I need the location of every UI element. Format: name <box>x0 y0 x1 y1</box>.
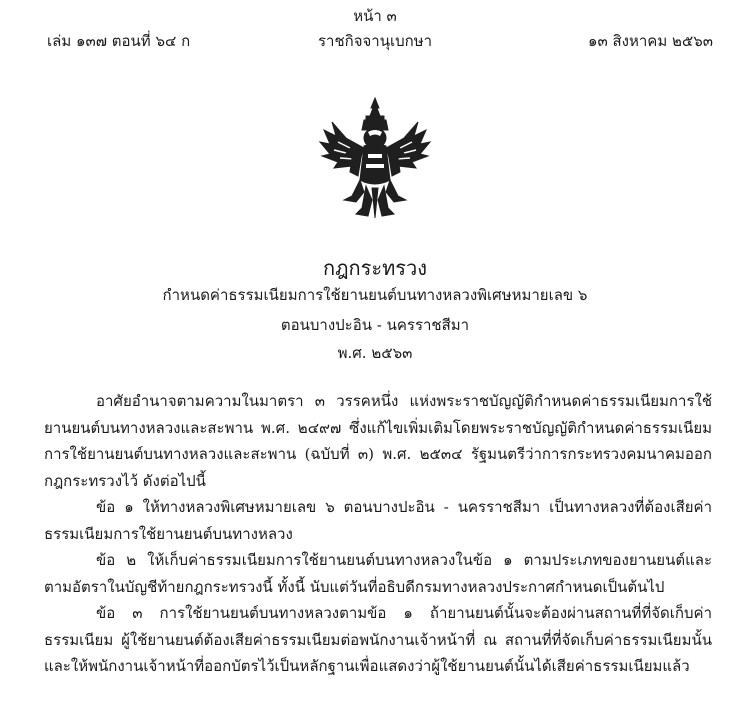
gazette-header <box>0 29 750 51</box>
garuda-emblem-icon <box>316 96 434 220</box>
clause-3-paragraph: ข้อ ๓ การใช้ยานยนต์บนทางหลวงตามข้อ ๑ ถ้ายานยนต์นั้นจะต้องผ่านสถานที่ที่จัดเก็บค่าธรรมเนียม ผู้ใช้ยานยนต์ต้องเสียค่าธรรมเนียมต่อพนักงานเจ้าหน้าที่ ณ สถานที่ที่จัดเก็บค่าธรรมเนียมนั้น และให้พนักงานเจ้าหน้าที่ออกบัตรไว้เป็นหลักฐานเพื่อแสดงว่าผู้ใช้ยานยนต์นั้นได้เสียค่าธรรมเนียมแล้ว <box>44 604 712 675</box>
volume-issue: เล่ม ๑๓๗ ตอนที่ ๖๔ ก <box>47 32 191 50</box>
road-section: ตอนบางปะอิน - นครราชสีมา <box>280 316 470 334</box>
gazette-name: ราชกิจจานุเบกษา <box>317 32 433 50</box>
document-body <box>44 388 712 680</box>
document-subtitle: กำหนดค่าธรรมเนียมการใช้ยานยนต์บนทางหลวงพิเศษหมายเลข ๖ <box>162 286 588 304</box>
document-title: กฎกระทรวง <box>322 256 428 280</box>
preamble-paragraph: อาศัยอำนาจตามความในมาตรา ๓ วรรคหนึ่ง แห่งพระราชบัญญัติกำหนดค่าธรรมเนียมการใช้ยานยนต์บนทางหลวงและสะพาน พ.ศ. ๒๔๙๗ ซึ่งแก้ไขเพิ่มเติมโดยพระราชบัญญัติกำหนดค่าธรรมเนียมการใช้ยานยนต์บนทางหลวงและสะพาน (ฉบับที่ ๓) พ.ศ. ๒๕๓๔ รัฐมนตรีว่าการกระทรวงคมนาคมออกกฎกระทรวงไว้ ดังต่อไปนี้ <box>44 392 712 490</box>
publication-date: ๑๓ สิงหาคม ๒๕๖๓ <box>587 32 713 50</box>
clause-1-paragraph: ข้อ ๑ ให้ทางหลวงพิเศษหมายเลข ๖ ตอนบางปะอิน - นครราชสีมา เป็นทางหลวงที่ต้องเสียค่าธรรมเนียมการใช้ยานยนต์บนทางหลวง <box>44 498 712 543</box>
page-number: หน้า ๓ <box>353 7 397 25</box>
clause-2-paragraph: ข้อ ๒ ให้เก็บค่าธรรมเนียมการใช้ยานยนต์บนทางหลวงในข้อ ๑ ตามประเภทของยานยนต์และตามอัตราในบัญชีท้ายกฎกระทรวงนี้ ทั้งนี้ นับแต่วันที่อธิบดีกรมทางหลวงประกาศกำหนดเป็นต้นไป <box>44 551 712 596</box>
document-year: พ.ศ. ๒๕๖๓ <box>337 344 413 362</box>
